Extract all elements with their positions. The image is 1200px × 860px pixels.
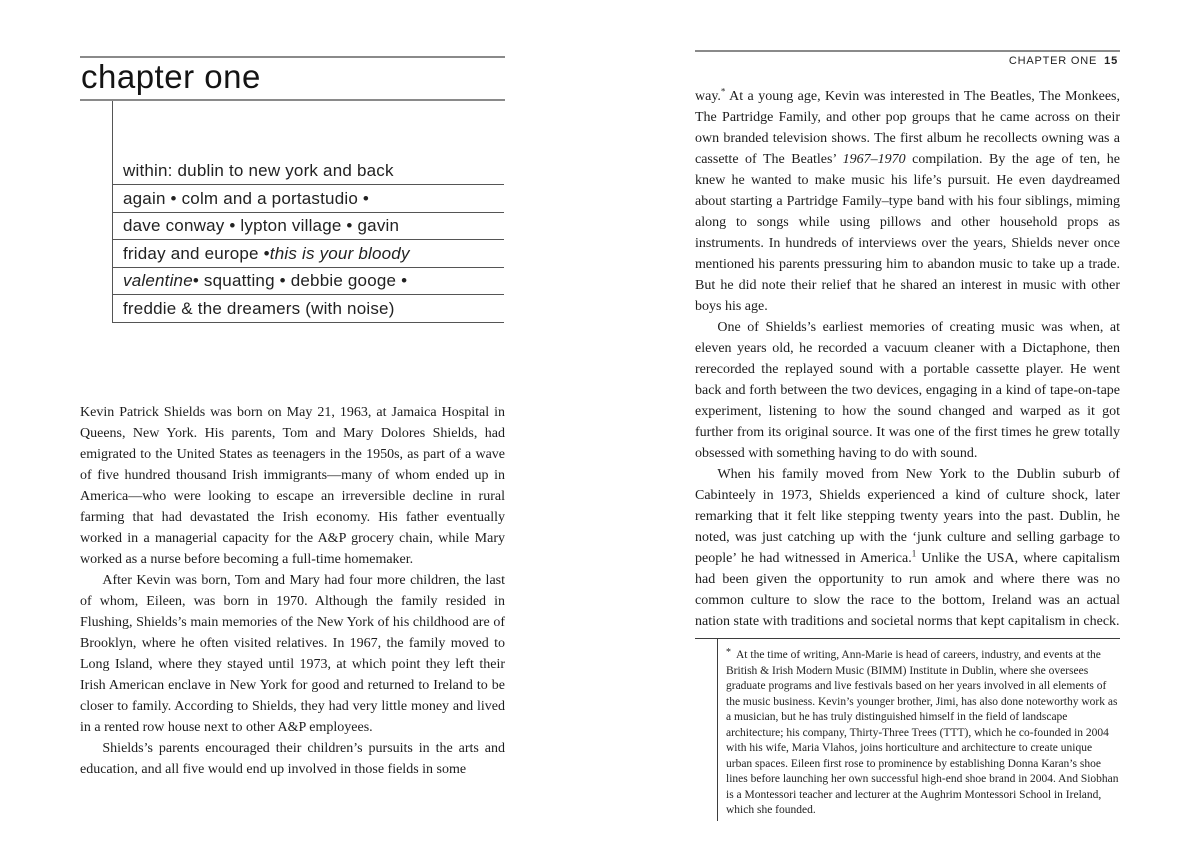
chapter-contents-list [112,101,504,323]
paragraph: Kevin Patrick Shields was born on May 21, 1963, at Jamaica Hospital in Queens, New York. His parents, Tom and Mary Dolores Shields, had emigrated to the United States as teenagers in the 1950s, as part of a wave of five hundred thousand Irish immigrants—many of whom ended up in America—who were looking to escape an irreversible decline in rural farming that had devastated the Irish economy. His father eventually worked in a managerial capacity for the A&P grocery chain, while Mary worked as a nurse before becoming a full-time homemaker. [80,405,505,567]
footnote-text [717,639,1120,821]
chapter-title: chapter one [81,58,261,95]
paragraph: One of Shields’s earliest memories of creating music was when, at eleven years old, he recorded a vacuum cleaner with a Dictaphone, then rerecorded the replayed sound with a portable cassette player. He went back and forth between the two devices, engaging in a kind of tape-on-tape experiment, listening to how the sound changed and warped as it got further from its original source. It was one of the first times he grew totally obsessed with something having to do with sound. [695,320,1120,461]
running-head-rule [695,50,1120,52]
chapter-contents-item: friday and europe • this is your bloody [113,240,504,268]
footnote-body: At the time of writing, Ann-Marie is head of careers, industry, and events at the British & Irish Modern Music (BIMM) Institute in Dublin, where she oversees graduate programs and live festivals based on her years involved in all elements of the music business. Kevin’s younger brother, Jimi, has also done noteworthy work as a musician, but he has truly distinguished himself in the field of landscape architecture; his company, Thirty-Three Trees (TTT), which he co-founded in 2004 with his wife, Maria Vlahos, joins horticulture and architecture to create unique urban spaces. Eileen first rose to prominence by establishing Donna Karan’s shoe lines before launching her own successful high-end shoe brand in 2004. And Siobhan is a Montessori teacher and lecturer at the Aughrim Montessori School in Ireland, which she founded. [726,649,1119,816]
chapter-contents-item: freddie & the dreamers (with noise) [113,295,504,323]
paragraph: way.* At a young age, Kevin was interested in The Beatles, The Monkees, The Partridge Family, and other pop groups that he came across on their own branded television shows. The first album he recollects owning was a cassette of The Beatles’ 1967–1970 compilation. By the age of ten, he knew he wanted to make music his life’s pursuit. He even daydreamed about starting a Partridge Family–type band with his four siblings, miming along to songs while using pillows and other household props as instruments. In hundreds of interviews over the years, Shields never once mentioned his parents pressuring him to abandon music to take up a trade. But he did note their relief that he shared an interest in music with other boys his age. [695,86,1120,314]
footnote-marker: * [726,647,731,658]
paragraph: After Kevin was born, Tom and Mary had four more children, the last of whom, Eileen, was born in 1970. Although the family resided in Flushing, Shields’s main memories of the New York of his childhood are of Brooklyn, where he often visited relatives. In 1967, the family moved to Long Island, where they stayed until 1973, at which point they left their Irish American enclave in New York for good and returned to Ireland to be closer to family. According to Shields, they had very little money and lived in a rented row house next to other A&P employees. [80,573,505,735]
footnote-block [695,638,1120,821]
chapter-contents-item: again • colm and a portastudio • [113,185,504,213]
chapter-contents-item: within: dublin to new york and back [113,101,504,185]
left-page-body-text [80,402,505,780]
chapter-contents-item: dave conway • lypton village • gavin [113,213,504,241]
left-page [80,0,505,860]
page-number: 15 [1104,55,1118,67]
paragraph: Shields’s parents encouraged their children’s pursuits in the arts and education, and all five would end up involved in those fields in some [80,741,505,777]
running-head [1009,55,1118,67]
chapter-contents-item: valentine • squatting • debbie googe • [113,268,504,296]
right-page-body-text [695,86,1120,632]
right-page [695,0,1120,860]
paragraph: When his family moved from New York to the Dublin suburb of Cabinteely in 1973, Shields experienced a kind of culture shock, later remarking that it felt like stepping twenty years into the past. Dublin, he noted, was just catching up with the ‘junk culture and selling garbage to people’ he had witnessed in America.$^1$ Unlike the USA, where capitalism had been given the opportunity to run amok and where there was no common culture to slow the race to the bottom, Ireland was an actual nation state with traditions and societal norms that kept capitalism in check. [695,467,1120,629]
running-head-chapter-label: CHAPTER ONE [1008,55,1098,67]
